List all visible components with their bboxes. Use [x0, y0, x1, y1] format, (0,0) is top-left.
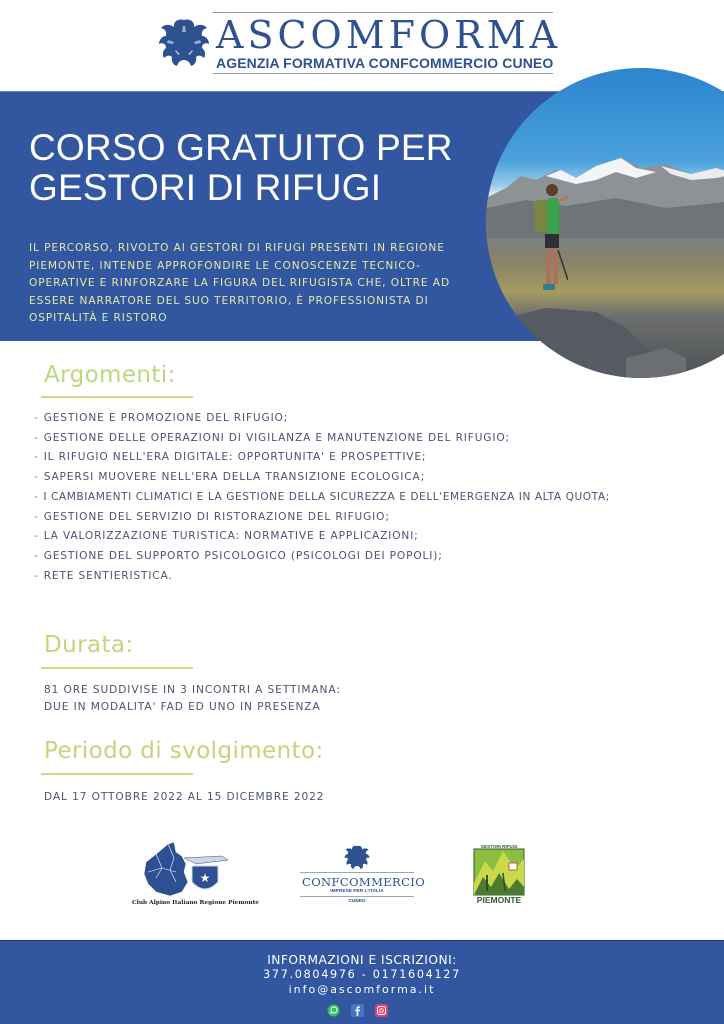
description-line: PIEMONTE, INTENDE APPROFONDIRE LE CONOSCENZE TECNICO-	[29, 259, 421, 272]
contact-email[interactable]: info@ascomforma.it	[288, 983, 436, 996]
contact-phones: 377.0804976 - 0171604127	[263, 968, 461, 981]
cai-caption: Club Alpino Italiano Regione Piemonte	[132, 900, 259, 906]
periodo-heading: Periodo di svolgimento:	[44, 738, 324, 764]
facebook-icon[interactable]	[351, 1002, 364, 1015]
svg-text:PIEMONTE: PIEMONTE	[476, 895, 522, 905]
description-line: IL PERCORSO, RIVOLTO AI GESTORI DI RIFUGI PRESENTI IN REGIONE	[29, 242, 445, 254]
conf-rule-top	[300, 872, 414, 873]
description-line: OPERATIVE E RINFORZARE LA FIGURA DEL RIFUGISTA CHE, OLTRE AD	[29, 277, 450, 290]
whatsapp-icon[interactable]	[327, 1002, 340, 1015]
svg-text:★: ★	[199, 871, 211, 885]
contact-footer	[0, 940, 724, 1024]
argomenti-underline	[41, 396, 193, 398]
gestori-rifugi-badge	[473, 843, 525, 905]
conf-rule-bottom	[300, 896, 414, 897]
durata-line2: DUE IN MODALITA' FAD ED UNO IN PRESENZA	[44, 701, 321, 713]
list-item: - GESTIONE E PROMOZIONE DEL RIFUGIO;	[34, 412, 289, 424]
gestori-rifugi-piemonte-logo	[473, 843, 525, 905]
list-item: - RETE SENTIERISTICA.	[34, 569, 173, 582]
instagram-icon[interactable]	[375, 1002, 388, 1015]
course-description	[29, 240, 489, 328]
list-item: - IL RIFUGIO NELL'ERA DIGITALE: OPPORTUNITA' E PROSPETTIVE;	[34, 451, 427, 464]
periodo-text: DAL 17 OTTOBRE 2022 AL 15 DICEMBRE 2022	[44, 791, 325, 803]
durata-heading: Durata:	[44, 632, 134, 658]
list-item: - GESTIONE DEL SERVIZIO DI RISTORAZIONE DEL RIFUGIO;	[34, 510, 390, 523]
eagle-icon	[156, 14, 212, 70]
durata-line1: 81 ORE SUDDIVISE IN 3 INCONTRI A SETTIMANA:	[44, 684, 341, 696]
brand-name: ASCOMFORMA	[216, 13, 562, 57]
ascomforma-logo	[156, 10, 562, 76]
course-title	[29, 128, 453, 208]
confcommercio-city: CUNEO	[348, 899, 366, 904]
description-line: ESSERE NARRATORE DEL SUO TERRITORIO, È PROFESSIONISTA DI	[29, 294, 429, 307]
list-item: - LA VALORIZZAZIONE TURISTICA: NORMATIVE E APPLICAZIONI;	[34, 530, 419, 543]
confcommercio-logo	[298, 843, 426, 907]
durata-text	[44, 682, 341, 716]
periodo-underline	[41, 773, 193, 775]
cai-piemonte-logo	[126, 838, 259, 910]
contact-heading: INFORMAZIONI E ISCRIZIONI:	[267, 953, 457, 967]
durata-underline	[41, 667, 193, 669]
logo-rule-bottom	[213, 73, 553, 74]
snowy-peaks	[486, 158, 724, 238]
course-title-line1: CORSO GRATUITO PER	[29, 127, 453, 168]
description-line: OSPITALITÀ E RISTORO	[29, 312, 168, 325]
list-item: - I CAMBIAMENTI CLIMATICI E LA GESTIONE DELLA SICUREZZA E DELL'EMERGENZA IN ALTA QUOTA;	[34, 490, 610, 503]
list-item: - GESTIONE DELLE OPERAZIONI DI VIGILANZA E MANUTENZIONE DEL RIFUGIO;	[34, 431, 510, 444]
confcommercio-tagline: IMPRESE PER L'ITALIA	[330, 889, 384, 894]
list-item: - SAPERSI MUOVERE NELL'ERA DELLA TRANSIZIONE ECOLOGICA;	[34, 471, 426, 484]
topics-list	[34, 409, 610, 586]
confcommercio-name: CONFCOMMERCIO	[302, 875, 426, 889]
rock-outcrop	[506, 298, 686, 378]
list-item: - GESTIONE DEL SUPPORTO PSICOLOGICO (PSICOLOGI DEI POPOLI);	[34, 549, 443, 562]
piemonte-map-icon	[126, 838, 246, 900]
eagle-icon	[342, 843, 372, 871]
social-icons	[327, 1002, 388, 1015]
course-title-line2: GESTORI DI RIFUGI	[29, 167, 382, 208]
argomenti-heading: Argomenti:	[44, 362, 176, 388]
brand-subtitle: AGENZIA FORMATIVA CONFCOMMERCIO CUNEO	[216, 55, 554, 71]
svg-text:GESTORI RIFUGI: GESTORI RIFUGI	[480, 844, 518, 849]
